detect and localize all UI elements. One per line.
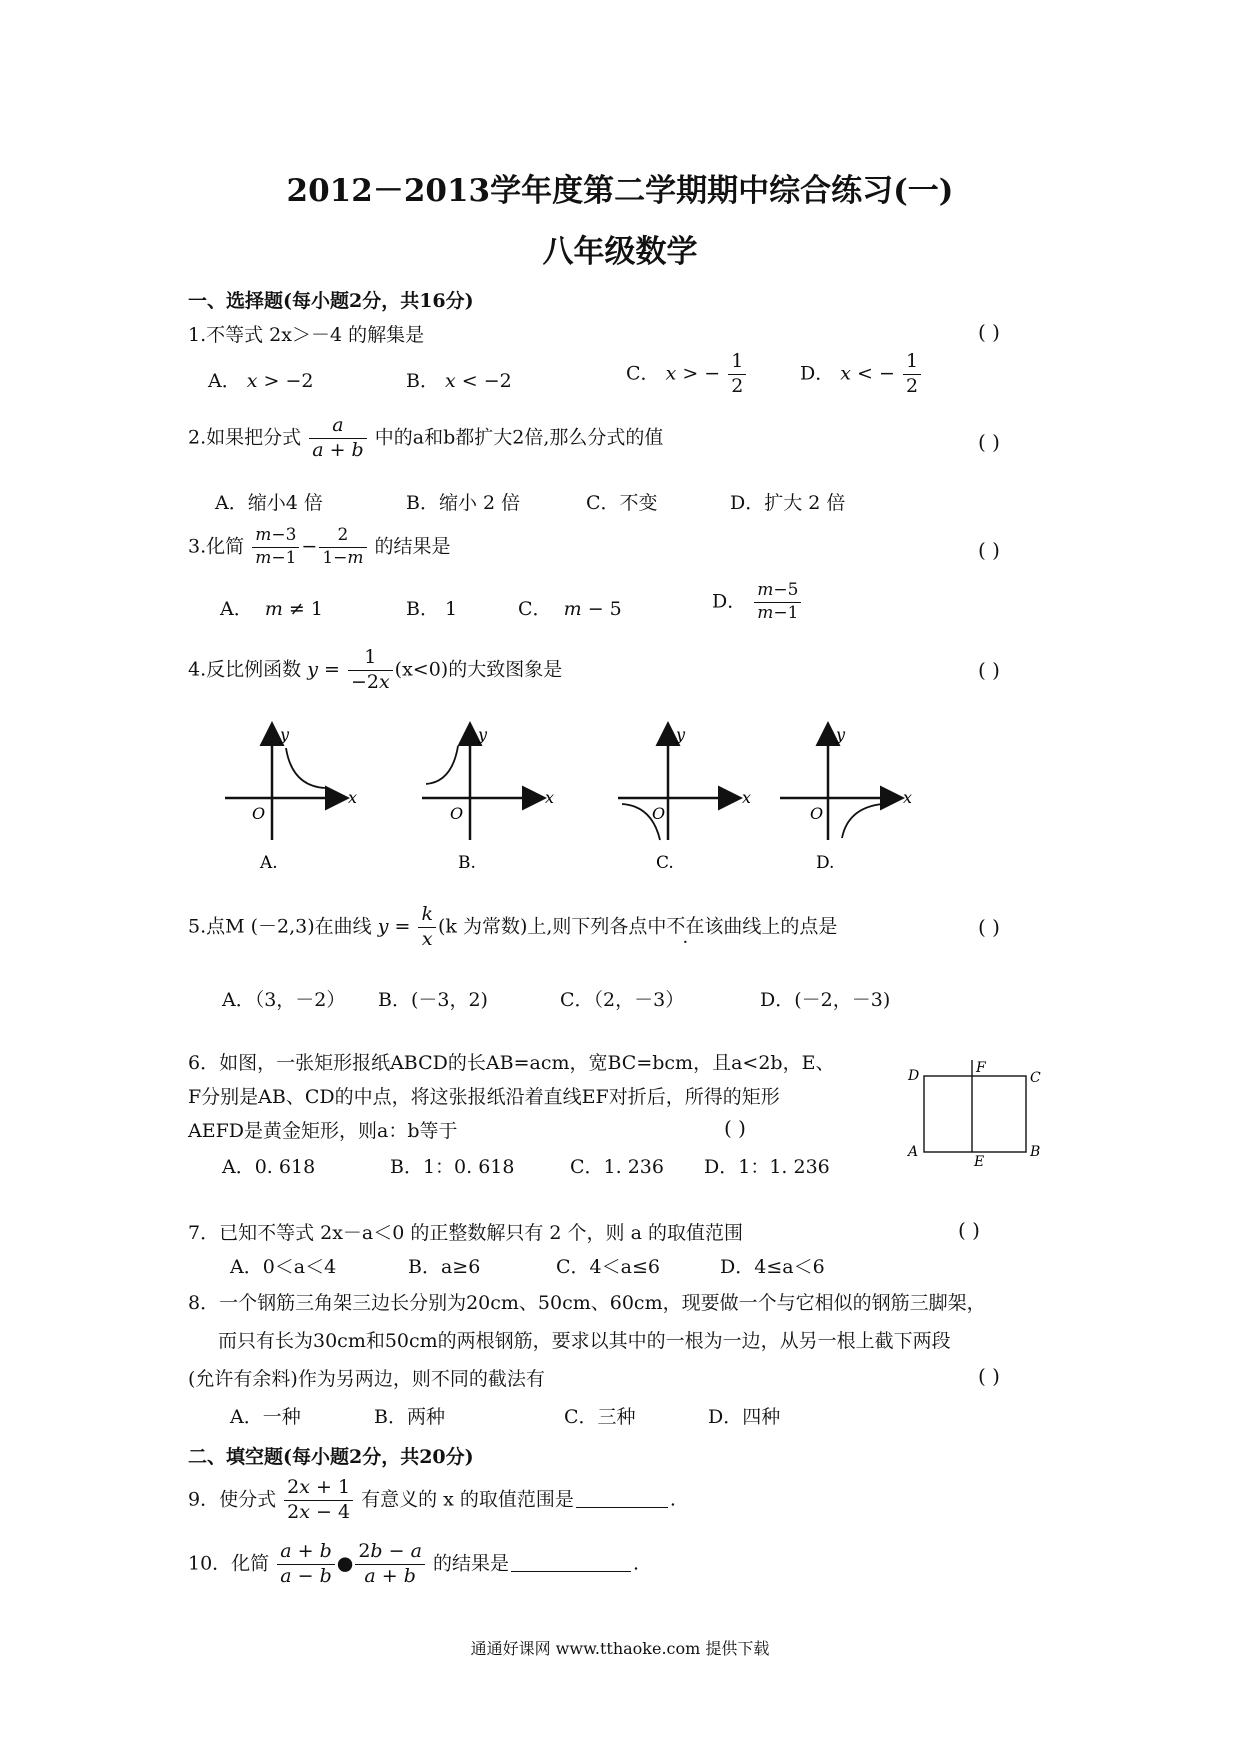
q5-option-d: D．(－2，－3) xyxy=(760,989,891,1011)
q8-line-1: 8．一个钢筋三角架三边长分别为20cm、50cm、60cm，现要做一个与它相似的钢筋三脚架， xyxy=(188,1292,986,1314)
q4-origin-c: O xyxy=(652,804,666,823)
q4-axis-x-d: x xyxy=(903,788,913,807)
q8-option-b: B．两种 xyxy=(374,1406,445,1428)
q4-graph-c xyxy=(618,725,751,873)
q1-option-a: A． x > −2 xyxy=(208,370,314,392)
q4-label-c: C. xyxy=(656,853,674,873)
q6-option-a: A．0. 618 xyxy=(222,1156,316,1178)
q7-option-c: C．4＜a≤6 xyxy=(556,1256,660,1278)
q7-option-b: B．a≥6 xyxy=(408,1256,481,1278)
q4-axis-y-c: y xyxy=(676,725,686,744)
q1-option-b: B． x < −2 xyxy=(406,370,512,392)
q5-option-c: C．（2，－3） xyxy=(560,989,685,1011)
q2-stem: 2.如果把分式 $\frac{a}{a + b}$ 中的a和b都扩大2倍,那么分式的值 xyxy=(188,414,664,461)
q4-label-d: D. xyxy=(816,853,835,873)
q10-stem: 10．化简 $\frac{a + b}{a - b}$ ● $\frac{2b - a}{a + b}$ 的结果是 . xyxy=(188,1540,640,1587)
q7-option-d: D．4≤a＜6 xyxy=(720,1256,825,1278)
q4-graph-d xyxy=(780,725,912,873)
q6-line-3: AEFD是黄金矩形，则a：b等于 xyxy=(188,1120,458,1142)
footer-source: 通通好课网 www.tthaoke.com 提供下载 xyxy=(470,1639,770,1658)
q4-stem: 4.反比例函数 y = $\frac{1}{-2x}$ (x<0)的大致图象是 xyxy=(188,646,563,693)
q4-axis-x-a: x xyxy=(348,788,358,807)
q4-origin-d: O xyxy=(810,804,824,823)
q4-origin-b: O xyxy=(450,804,464,823)
q2-option-b: B．缩小 2 倍 xyxy=(406,492,521,514)
q3-option-a: A． m ≠ 1 xyxy=(220,598,323,620)
q2-answer-paren: ( ) xyxy=(978,430,1000,454)
section-fill-heading: 二、填空题(每小题2分，共20分) xyxy=(188,1446,474,1468)
q6-option-b: B．1：0. 618 xyxy=(390,1156,515,1178)
q4-curve-a xyxy=(286,748,325,788)
q4-label-b: B. xyxy=(458,853,476,873)
q2-option-c: C．不变 xyxy=(586,492,658,514)
q5-stem: 5.点M (－2,3)在曲线 y = $\frac{k}{x}$ (k 为常数)上,则下列各点中不在该曲线上的点是 xyxy=(188,903,838,950)
q2-option-a: A．缩小4 倍 xyxy=(215,492,323,514)
q10-answer-blank[interactable] xyxy=(511,1571,631,1572)
q6-answer-paren: ( ) xyxy=(724,1116,746,1140)
q6-line-2: F分别是AB、CD的中点，将这张报纸沿着直线EF对折后，所得的矩形 xyxy=(188,1086,780,1108)
q3-option-d: D． $\frac{m-5}{m-1}$ xyxy=(712,582,803,623)
q4-axis-x-b: x xyxy=(545,788,555,807)
page-subtitle: 八年级数学 xyxy=(542,234,698,270)
q7-answer-paren: ( ) xyxy=(958,1218,980,1242)
q1-text: 不等式 2x＞－4 的解集是 xyxy=(206,324,425,346)
q5-answer-paren: ( ) xyxy=(978,915,1000,939)
q9-answer-blank[interactable] xyxy=(576,1507,668,1508)
q4-axis-y-a: y xyxy=(280,725,290,744)
q9-stem: 9．使分式 $\frac{2x + 1}{2x - 4}$ 有意义的 x 的取值范围是 . xyxy=(188,1476,676,1523)
q4-curve-b xyxy=(426,746,458,784)
q6-option-d: D．1：1. 236 xyxy=(704,1156,830,1178)
q4-origin-a: O xyxy=(252,804,266,823)
q1-stem xyxy=(188,320,424,347)
q6-vertex-f: F xyxy=(976,1060,986,1076)
q7-stem: 7．已知不等式 2x－a＜0 的正整数解只有 2 个，则 a 的取值范围 xyxy=(188,1222,743,1244)
q1-answer-paren: ( ) xyxy=(978,320,1000,344)
q5-option-b: B．(－3，2) xyxy=(378,989,488,1011)
q8-line-2: 而只有长为30cm和50cm的两根钢筋，要求以其中的一根为一边，从另一根上截下两段 xyxy=(218,1330,951,1352)
q3-option-b: B． 1 xyxy=(406,598,458,620)
q6-vertex-c: C xyxy=(1030,1070,1041,1086)
q2-option-d: D．扩大 2 倍 xyxy=(730,492,846,514)
q4-graph-a xyxy=(225,725,357,873)
q7-option-a: A．0＜a＜4 xyxy=(230,1256,337,1278)
q3-answer-paren: ( ) xyxy=(978,538,1000,562)
q4-axis-x-c: x xyxy=(742,788,752,807)
q4-graph-b xyxy=(422,725,554,873)
section-choice-heading: 一、选择题(每小题2分，共16分) xyxy=(188,290,474,312)
q8-option-c: C．三种 xyxy=(564,1406,636,1428)
q4-graph-options xyxy=(200,718,940,878)
q1-option-c: C． x > − $\frac{1}{2}$ xyxy=(626,352,748,397)
q4-axis-y-d: y xyxy=(836,725,846,744)
q6-vertex-d: D xyxy=(908,1068,920,1084)
q6-vertex-e: E xyxy=(974,1154,985,1170)
q1-number: 1. xyxy=(188,324,207,346)
q3-stem: 3.化简 $\frac{m-3}{m-1}$ − $\frac{2}{1-m}$ 的结果是 xyxy=(188,525,451,568)
q6-vertex-a: A xyxy=(908,1144,919,1160)
q4-curve-d xyxy=(842,804,882,838)
q6-option-c: C．1. 236 xyxy=(570,1156,664,1178)
q8-option-a: A．一种 xyxy=(230,1406,301,1428)
q4-label-a: A. xyxy=(260,853,278,873)
q6-vertex-b: B xyxy=(1030,1144,1041,1160)
q5-emphasis: 不在 xyxy=(666,915,705,938)
q8-option-d: D．四种 xyxy=(708,1406,781,1428)
q8-line-3: (允许有余料)作为另两边，则不同的截法有 xyxy=(188,1368,545,1390)
q4-answer-paren: ( ) xyxy=(978,658,1000,682)
page-title: 2012－2013学年度第二学期期中综合练习(一) xyxy=(286,173,954,209)
q4-axis-y-b: y xyxy=(478,725,488,744)
q6-line-1: 6．如图，一张矩形报纸ABCD的长AB=acm，宽BC=bcm，且a<2b，E、 xyxy=(188,1052,835,1074)
q3-option-c: C． m − 5 xyxy=(518,598,622,620)
q5-option-a: A．（3，－2） xyxy=(222,989,346,1011)
q6-rectangle-figure xyxy=(906,1052,1046,1172)
q1-option-d: D． x < − $\frac{1}{2}$ xyxy=(800,352,923,397)
q8-answer-paren: ( ) xyxy=(978,1364,1000,1388)
